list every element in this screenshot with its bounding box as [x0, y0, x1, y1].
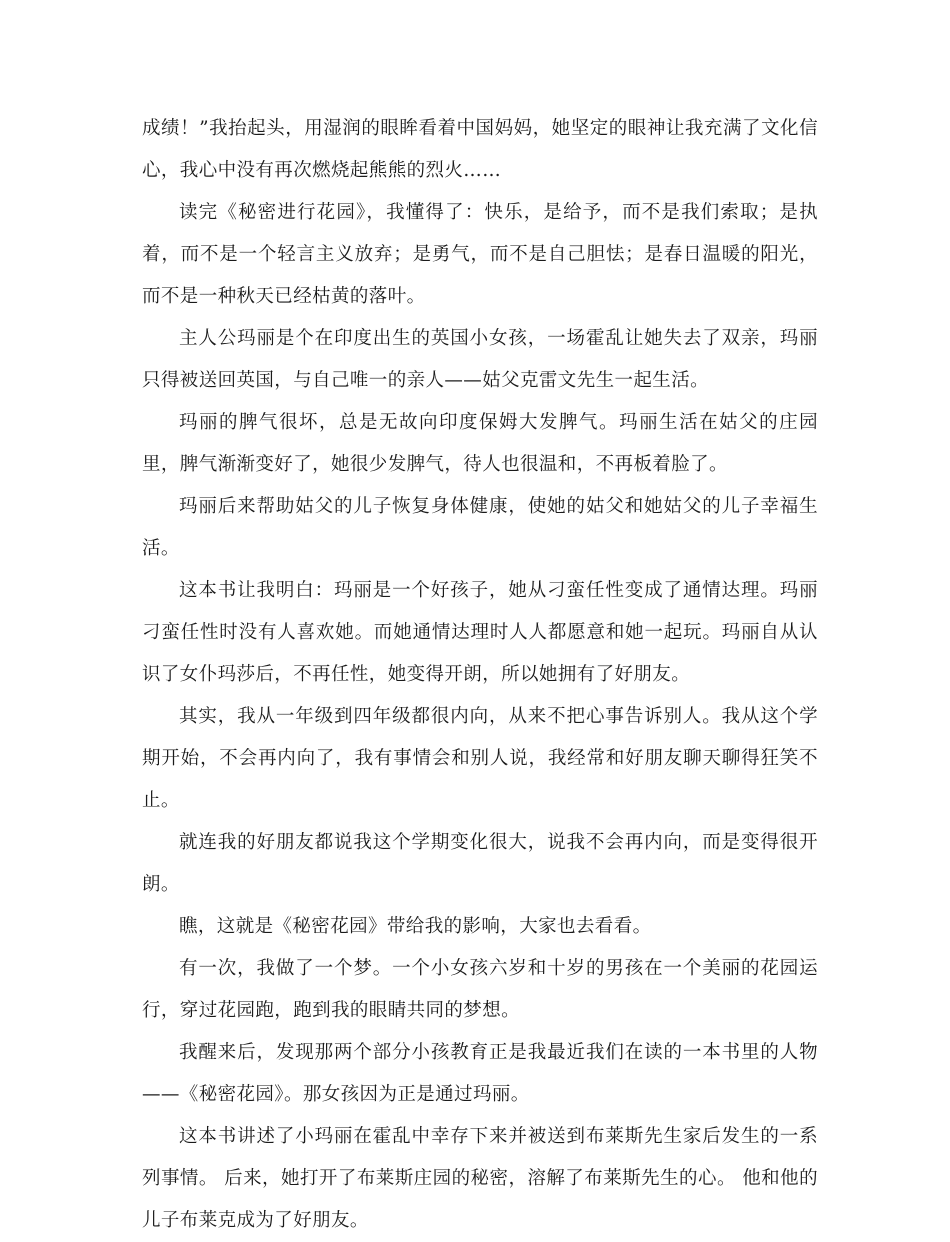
- paragraph: 成绩！”我抬起头，用湿润的眼眸看着中国妈妈，她坚定的眼神让我充满了文化信心，我心中没有再次燃烧起熊熊的烈火……: [142, 118, 818, 181]
- paragraph: 玛丽后来帮助姑父的儿子恢复身体健康，使她的姑父和她姑父的儿子幸福生活。: [142, 496, 818, 559]
- document-body: [142, 108, 818, 1242]
- paragraph: 有一次，我做了一个梦。一个小女孩六岁和十岁的男孩在一个美丽的花园运行，穿过花园跑，跑到我的眼睛共同的梦想。: [142, 958, 818, 1021]
- paragraph: 玛丽的脾气很坏，总是无故向印度保姆大发脾气。玛丽生活在姑父的庄园里，脾气渐渐变好了，她很少发脾气，待人也很温和，不再板着脸了。: [142, 412, 818, 475]
- paragraph: 就连我的好朋友都说我这个学期变化很大，说我不会再内向，而是变得很开朗。: [142, 832, 818, 895]
- paragraph: 其实，我从一年级到四年级都很内向，从来不把心事告诉别人。我从这个学期开始，不会再内向了，我有事情会和别人说，我经常和好朋友聊天聊得狂笑不止。: [142, 706, 818, 811]
- paragraph: 这本书讲述了小玛丽在霍乱中幸存下来并被送到布莱斯先生家后发生的一系列事情。 后来，她打开了布莱斯庄园的秘密，溶解了布莱斯先生的心。 他和他的儿子布莱克成为了好朋友。: [142, 1126, 818, 1231]
- paragraph: 我醒来后，发现那两个部分小孩教育正是我最近我们在读的一本书里的人物——《秘密花园》。那女孩因为正是通过玛丽。: [142, 1042, 818, 1105]
- paragraph: 读完《秘密进行花园》，我懂得了：快乐，是给予，而不是我们索取；是执着，而不是一个轻言主义放弃；是勇气，而不是自己胆怯；是春日温暖的阳光，而不是一种秋天已经枯黄的落叶。: [142, 202, 818, 307]
- paragraph: 这本书让我明白：玛丽是一个好孩子，她从刁蛮任性变成了通情达理。玛丽刁蛮任性时没有人喜欢她。而她通情达理时人人都愿意和她一起玩。玛丽自从认识了女仆玛莎后，不再任性，她变得开朗，所以她拥有了好朋友。: [142, 580, 818, 685]
- paragraph: 瞧，这就是《秘密花园》带给我的影响，大家也去看看。: [179, 916, 652, 937]
- paragraph: 主人公玛丽是个在印度出生的英国小女孩，一场霍乱让她失去了双亲，玛丽只得被送回英国，与自己唯一的亲人——姑父克雷文先生一起生活。: [142, 328, 818, 391]
